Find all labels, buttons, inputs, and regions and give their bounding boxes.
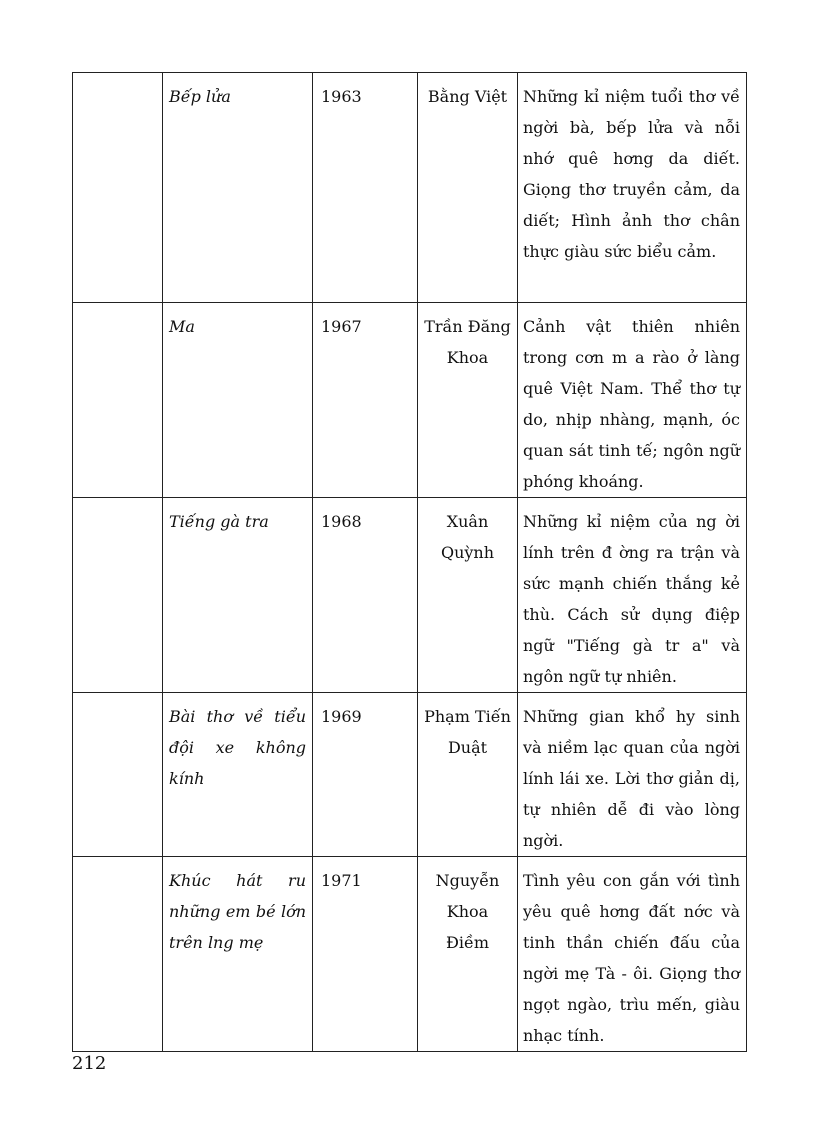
work-title: Ma (163, 303, 313, 498)
table-row (73, 498, 747, 693)
work-content: Cảnh vật thiên nhiên trong cơn m a rào ở làng quê Việt Nam. Thể thơ tự do, nhịp nhàng, mạnh, óc quan sát tinh tế; ngôn ngữ phóng khoáng. (518, 303, 747, 498)
work-author: Bằng Việt (418, 73, 518, 303)
empty-cell (73, 498, 163, 693)
work-year: 1963 (313, 73, 418, 303)
work-content: Những gian khổ hy sinh và niềm lạc quan của ngời lính lái xe. Lời thơ giản dị, tự nhiên dễ đi vào lòng ngời. (518, 693, 747, 857)
work-author: Trần Đăng Khoa (418, 303, 518, 498)
work-year: 1967 (313, 303, 418, 498)
page-number: 212 (72, 1053, 107, 1074)
table-row (73, 857, 747, 1052)
work-content: Những kỉ niệm tuổi thơ về ngời bà, bếp lửa và nỗi nhớ quê hơng da diết. Giọng thơ truyền cảm, da diết; Hình ảnh thơ chân thực giàu sức biểu cảm. (518, 73, 747, 303)
work-author: Xuân Quỳnh (418, 498, 518, 693)
work-year: 1971 (313, 857, 418, 1052)
empty-cell (73, 693, 163, 857)
empty-cell (73, 857, 163, 1052)
table-row (73, 303, 747, 498)
work-author: Nguyễn Khoa Điềm (418, 857, 518, 1052)
table-row (73, 693, 747, 857)
work-content: Những kỉ niệm của ng ời lính trên đ ờng ra trận và sức mạnh chiến thắng kẻ thù. Cách sử dụng điệp ngữ "Tiếng gà tr a" và ngôn ngữ tự nhiên. (518, 498, 747, 693)
table-row (73, 73, 747, 303)
literature-table (72, 72, 747, 1052)
empty-cell (73, 73, 163, 303)
work-title: Tiếng gà tra (163, 498, 313, 693)
work-author: Phạm Tiến Duật (418, 693, 518, 857)
work-title: Bài thơ về tiểu đội xe không kính (163, 693, 313, 857)
work-year: 1968 (313, 498, 418, 693)
work-year: 1969 (313, 693, 418, 857)
work-title: Bếp lửa (163, 73, 313, 303)
work-content: Tình yêu con gắn với tình yêu quê hơng đất nớc và tinh thần chiến đấu của ngời mẹ Tà - ôi. Giọng thơ ngọt ngào, trìu mến, giàu nhạc tính. (518, 857, 747, 1052)
work-title: Khúc hát ru những em bé lớn trên lng mẹ (163, 857, 313, 1052)
empty-cell (73, 303, 163, 498)
